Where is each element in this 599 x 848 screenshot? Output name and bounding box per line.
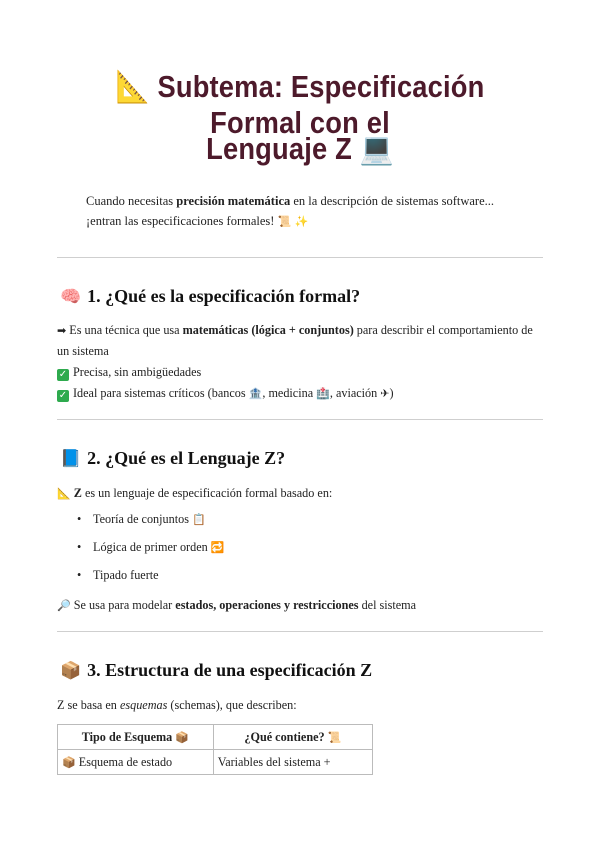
bold-text: Z bbox=[73, 486, 82, 500]
section-1-heading bbox=[60, 286, 550, 307]
intro-bold: precisión matemática bbox=[176, 194, 291, 208]
repeat-icon: 🔁 bbox=[210, 541, 225, 554]
blue-book-icon: 📘 bbox=[60, 449, 82, 468]
text: Tipado fuerte bbox=[93, 568, 159, 582]
intro-text: ¡entran las especificaciones formales! bbox=[86, 214, 275, 228]
package-icon: 📦 bbox=[60, 661, 82, 680]
intro-line-1 bbox=[86, 194, 526, 209]
schema-table bbox=[57, 724, 373, 775]
hospital-icon: 🏥 bbox=[316, 387, 330, 400]
table-row bbox=[58, 750, 373, 775]
section-3-intro bbox=[57, 695, 543, 715]
intro-line-2 bbox=[86, 214, 526, 229]
section-1-title: 1. ¿Qué es la especificación formal? bbox=[87, 286, 361, 306]
list-item bbox=[77, 540, 517, 555]
package-icon: 📦 bbox=[62, 755, 76, 769]
text: Precisa, sin ambigüedades bbox=[73, 365, 202, 379]
intro-text: en la descripción de sistemas software... bbox=[290, 194, 495, 208]
section-2-title: 2. ¿Qué es el Lenguaje Z? bbox=[87, 448, 286, 468]
table-header-row bbox=[58, 725, 373, 750]
section-1-line-1 bbox=[57, 320, 543, 341]
bank-icon: 🏦 bbox=[248, 387, 263, 400]
section-1-check-1 bbox=[57, 362, 543, 382]
italic-text: esquemas bbox=[119, 698, 168, 712]
text: Z se basa en bbox=[57, 698, 120, 712]
scroll-icon: 📜 bbox=[327, 730, 342, 744]
text: un sistema bbox=[57, 344, 109, 358]
text: ¿Qué contiene? bbox=[244, 729, 325, 744]
brain-icon: 🧠 bbox=[60, 287, 82, 306]
table-cell bbox=[58, 750, 214, 775]
list-item bbox=[77, 568, 517, 583]
scroll-sparkle-icon: 📜 ✨ bbox=[277, 215, 309, 228]
arrow-right-icon: ➡ bbox=[57, 324, 67, 337]
package-icon: 📦 bbox=[175, 730, 190, 744]
airplane-icon: ✈ bbox=[380, 387, 390, 400]
text: Se usa para modelar bbox=[70, 598, 176, 612]
bold-text: estados, operaciones y restricciones bbox=[175, 598, 359, 612]
triangle-ruler-icon: 📐 bbox=[57, 487, 71, 500]
text: (schemas), que describen: bbox=[167, 698, 297, 712]
section-2-intro bbox=[57, 483, 543, 504]
text: Lógica de primer orden bbox=[93, 540, 208, 554]
section-1-line-2 bbox=[57, 341, 543, 361]
text: ) bbox=[389, 386, 394, 400]
text: Ideal para sistemas críticos (bancos bbox=[73, 386, 249, 400]
text: , medicina bbox=[262, 386, 317, 400]
text: Es una técnica que usa bbox=[66, 323, 183, 337]
section-1-check-2 bbox=[57, 383, 543, 404]
magnifier-icon: 🔎 bbox=[57, 599, 71, 612]
text: Esquema de estado bbox=[78, 754, 173, 769]
title-line-2 bbox=[71, 130, 529, 167]
table-header-cell bbox=[213, 725, 372, 750]
text: Teoría de conjuntos bbox=[93, 512, 189, 526]
bullet: • bbox=[77, 540, 82, 554]
text: del sistema bbox=[358, 598, 417, 612]
intro-text: Cuando necesitas bbox=[86, 194, 177, 208]
table-header-cell bbox=[58, 725, 214, 750]
text: , aviación bbox=[329, 386, 381, 400]
check-icon: ✓ bbox=[58, 390, 68, 401]
section-2-usage bbox=[57, 595, 543, 616]
divider bbox=[57, 419, 543, 420]
divider bbox=[57, 257, 543, 258]
clipboard-icon: 📋 bbox=[192, 513, 206, 526]
title-text-2: Lenguaje Z bbox=[206, 131, 352, 166]
bullet: • bbox=[77, 512, 82, 526]
triangle-ruler-icon: 📐 bbox=[115, 69, 150, 104]
text: Tipo de Esquema bbox=[81, 729, 173, 744]
bold-text: matemáticas (lógica + conjuntos) bbox=[182, 323, 354, 337]
laptop-icon: 💻 bbox=[359, 131, 394, 166]
check-icon: ✓ bbox=[58, 369, 68, 380]
section-3-title: 3. Estructura de una especificación Z bbox=[87, 660, 373, 680]
bullet: • bbox=[77, 568, 82, 582]
title-text-1: Subtema: Especificación Formal con el bbox=[157, 69, 485, 140]
divider bbox=[57, 631, 543, 632]
list-item bbox=[77, 512, 517, 527]
table-cell: Variables del sistema + bbox=[213, 750, 372, 775]
text: para describir el comportamiento de bbox=[353, 323, 533, 337]
section-3-heading bbox=[60, 660, 550, 681]
section-2-heading bbox=[60, 448, 550, 469]
text: es un lenguaje de especificación formal basado en: bbox=[81, 486, 333, 500]
